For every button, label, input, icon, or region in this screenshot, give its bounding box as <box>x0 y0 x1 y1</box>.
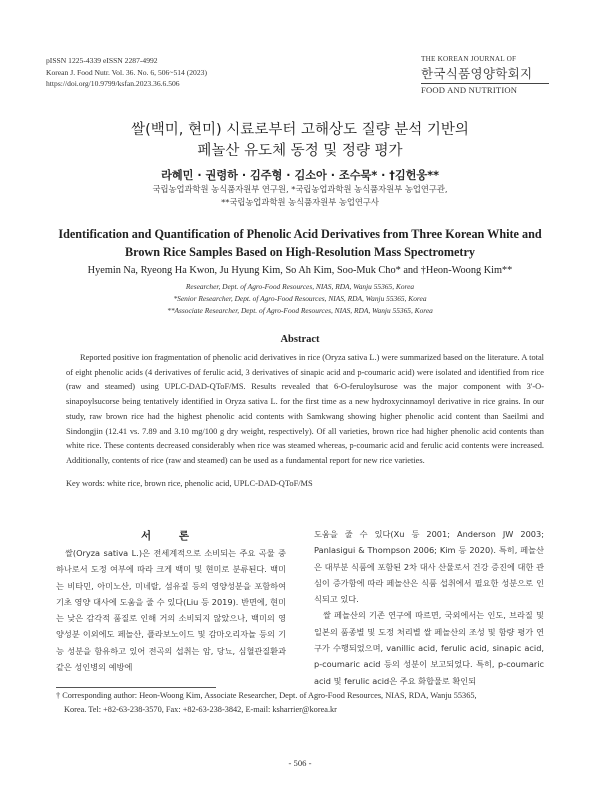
korean-affiliations <box>0 183 600 208</box>
doi-link[interactable]: https://doi.org/10.9799/ksfan.2023.36.6.506 <box>46 79 180 88</box>
korean-title-line2: 페놀산 유도체 동정 및 정량 평가 <box>197 143 403 159</box>
english-affiliation-line1: Researcher, Dept. of Agro-Food Resources, NIAS, RDA, Wanju 55365, Korea <box>185 282 415 291</box>
abstract-heading: Abstract <box>280 334 320 345</box>
korean-affiliation-line1: 국립농업과학원 농식품자원부 연구원, *국립농업과학원 농식품자원부 농업연구관, <box>152 184 448 194</box>
intro-paragraph-2: 쌀 페놀산의 기존 연구에 따르면, 국외에서는 인도, 브라질 및 일본의 품종별 및 도정 처리별 쌀 페놀산의 조성 및 함량 평가 연구가 수행되었으며, vanillic acid, ferulic acid, sinapic acid, p-coumaric acid 등의 성분이 보고되었다. 특히, p-coumaric acid 및 ferulic acid은 주요 화합물로 확인되 <box>314 610 544 686</box>
citation-text: Korean J. Food Nutr. Vol. 36. No. 6, 506~514 (2023) <box>46 67 207 77</box>
english-title-line1: Identification and Quantification of Phenolic Acid Derivatives from Three Korean White and <box>58 227 542 241</box>
body-column-right <box>314 526 544 689</box>
section-heading-introduction: 서 론 <box>141 530 201 542</box>
journal-masthead <box>421 55 549 95</box>
issn-text: pISSN 1225-4339 eISSN 2287-4992 <box>46 56 158 65</box>
korean-affiliation-line2: **국립농업과학원 농식품자원부 농업연구사 <box>221 196 379 207</box>
korean-authors: 라혜민 · 권령하 · 김주형 · 김소아 · 조수묵* · †김헌웅** <box>161 169 439 182</box>
korean-title <box>0 120 600 162</box>
journal-name-ko: 한국식품영양학회지 <box>421 66 533 81</box>
body-column-left <box>56 545 286 675</box>
english-title-line2: Brown Rice Samples Based on High-Resolution Mass Spectrometry <box>125 245 475 259</box>
abstract-body: Reported positive ion fragmentation of phenolic acid derivatives in rice (Oryza sativa L.) were summarized based on the literature. A total of eight phenolic acids (4 derivatives of ferulic acid, 3 derivatives of sinapic acid and p-coumaric acid) were isolated and identified from rice (raw and steamed) using UPLC-DAD-QToF/MS. Results revealed that 6-O-feruloylsurose was the major component with 3'-O-sinapoylsucorse being tentatively identified in Oryza sativa L. for the first time as a new hydroxycinnamoyl derivative in rice grains. In our study, raw brown rice had the highest phenolic acid contents with Samkwang showing higher phenolic acid content than Saeilmi and Sindongjin (12.41 vs. 7.89 and 3.10 mg/100 g dry weight, respectively). Of all varieties, brown rice had higher phenolic acid contents than white rice. These contents decreased considerably when rice was steamed whereas, p-coumaric acid and ferulic acid contents were increased. Additionally, contents of rice (raw and steamed) can be used as a fundamental report for new rice varieties. <box>66 353 544 465</box>
english-title <box>0 225 600 261</box>
corresponding-author-footnote <box>56 689 556 717</box>
english-affiliations <box>0 281 600 318</box>
intro-paragraph-1-continued: 도움을 줄 수 있다(Xu 등 2001; Anderson JW 2003; Panlasigui & Thompson 2006; Kim 등 2020). 특히, 페놀산은 대부분 식품에 포함된 2차 대사 산물로서 건강 증진에 대한 관심이 증가함에 따라 페놀산은 식품 섭취에서 필요한 성분으로 인식되고 있다. <box>314 529 544 605</box>
citation-block <box>46 55 207 90</box>
korean-title-line1: 쌀(백미, 현미) 시료로부터 고해상도 질량 분석 기반의 <box>131 122 469 138</box>
english-affiliation-line2: *Senior Researcher, Dept. of Agro-Food Resources, NIAS, RDA, Wanju 55365, Korea <box>173 294 427 304</box>
keywords: Key words: white rice, brown rice, phenolic acid, UPLC-DAD-QToF/MS <box>66 479 313 488</box>
footnote-line1: † Corresponding author: Heon-Woong Kim, Associate Researcher, Dept. of Agro-Food Resources, NIAS, RDA, Wanju 55365, <box>56 691 477 700</box>
intro-paragraph-1: 쌀(Oryza sativa L.)은 전세계적으로 소비되는 주요 곡물 중 하나로서 도정 여부에 따라 크게 백미 및 현미로 분류된다. 백미는 비타민, 아미노산, 미네랄, 섬유질 등의 영양성분을 포함하여 기초 영양 대사에 도움을 줄 수 있다(Liu 등 2019). 반면에, 현미는 낮은 감각적 품질로 인해 거의 소비되지 않았으나, 백미의 영양성분 이외에도 페놀산, 플라보노이드 및 감마오리자놀 등의 기능 성분을 함유하고 있어 전곡의 섭취는 암, 당뇨, 심혈관질환과 같은 성인병의 예방에 <box>56 548 286 673</box>
footnote-divider <box>56 687 216 688</box>
english-authors: Hyemin Na, Ryeong Ha Kwon, Ju Hyung Kim, So Ah Kim, Soo-Muk Cho* and †Heon-Woong Kim** <box>87 265 513 276</box>
journal-name-en-top: THE KOREAN JOURNAL OF <box>421 55 517 63</box>
journal-name-en-bottom: FOOD AND NUTRITION <box>421 83 549 95</box>
footnote-line2: Korea. Tel: +82-63-238-3570, Fax: +82-63-238-3842, E-mail: ksharrier@korea.kr <box>64 705 337 714</box>
english-affiliation-line3: **Associate Researcher, Dept. of Agro-Food Resources, NIAS, RDA, Wanju 55365, Korea <box>167 306 433 316</box>
page-number: - 506 - <box>288 758 312 768</box>
